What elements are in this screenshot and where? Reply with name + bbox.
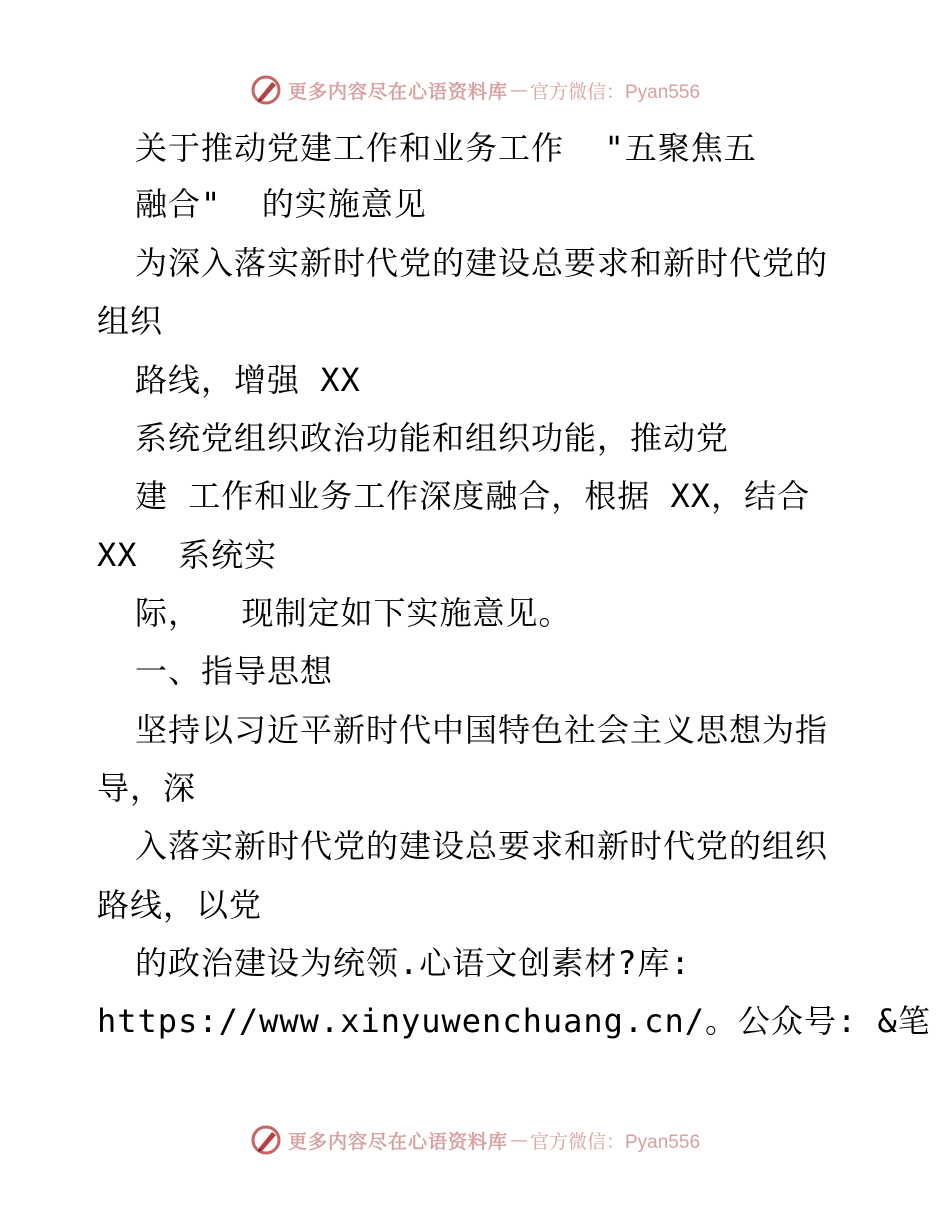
watermark-site-text: 更多内容尽在心语资料库	[287, 80, 508, 103]
section-heading: 一、指导思想	[135, 652, 334, 690]
paragraph-line: XX 系统实	[97, 536, 278, 574]
watermark-wechat-text: 官方微信：Pyan556	[530, 1131, 701, 1153]
watermark-separator: —	[510, 1129, 528, 1151]
watermark-banner-bottom	[0, 1120, 950, 1160]
watermark-separator: —	[510, 79, 528, 101]
pen-logo-icon	[250, 74, 282, 106]
watermark-banner-top	[0, 70, 950, 110]
title-line-2: 融合" 的实施意见	[135, 185, 427, 223]
paragraph-line: 路线，以党	[97, 886, 263, 924]
paragraph-line: 的政治建设为统领.心语文创素材?库:	[135, 944, 691, 982]
paragraph-line: 路线，增强 XX	[135, 361, 361, 399]
title-line-1: 关于推动党建工作和业务工作 "五聚焦五	[135, 129, 757, 167]
paragraph-line: 建 工作和业务工作深度融合，根据 XX，结合	[135, 477, 811, 515]
watermark-site-text: 更多内容尽在心语资料库	[287, 1130, 508, 1153]
paragraph-line: 为深入落实新时代党的建设总要求和新时代党的	[135, 244, 829, 282]
paragraph-line: 际， 现制定如下实施意见。	[135, 594, 572, 632]
paragraph-line: 系统党组织政治功能和组织功能，推动党	[135, 419, 730, 457]
paragraph-line: 坚持以习近平新时代中国特色社会主义思想为指	[135, 711, 829, 749]
paragraph-line: 组织	[97, 302, 164, 340]
pen-logo-icon	[250, 1124, 282, 1156]
paragraph-line: https://www.xinyuwenchuang.cn/。公众号: &笔	[97, 1002, 931, 1040]
paragraph-line: 导，深	[97, 769, 197, 807]
paragraph-line: 入落实新时代党的建设总要求和新时代党的组织	[135, 827, 829, 865]
watermark-wechat-text: 官方微信：Pyan556	[530, 81, 701, 103]
